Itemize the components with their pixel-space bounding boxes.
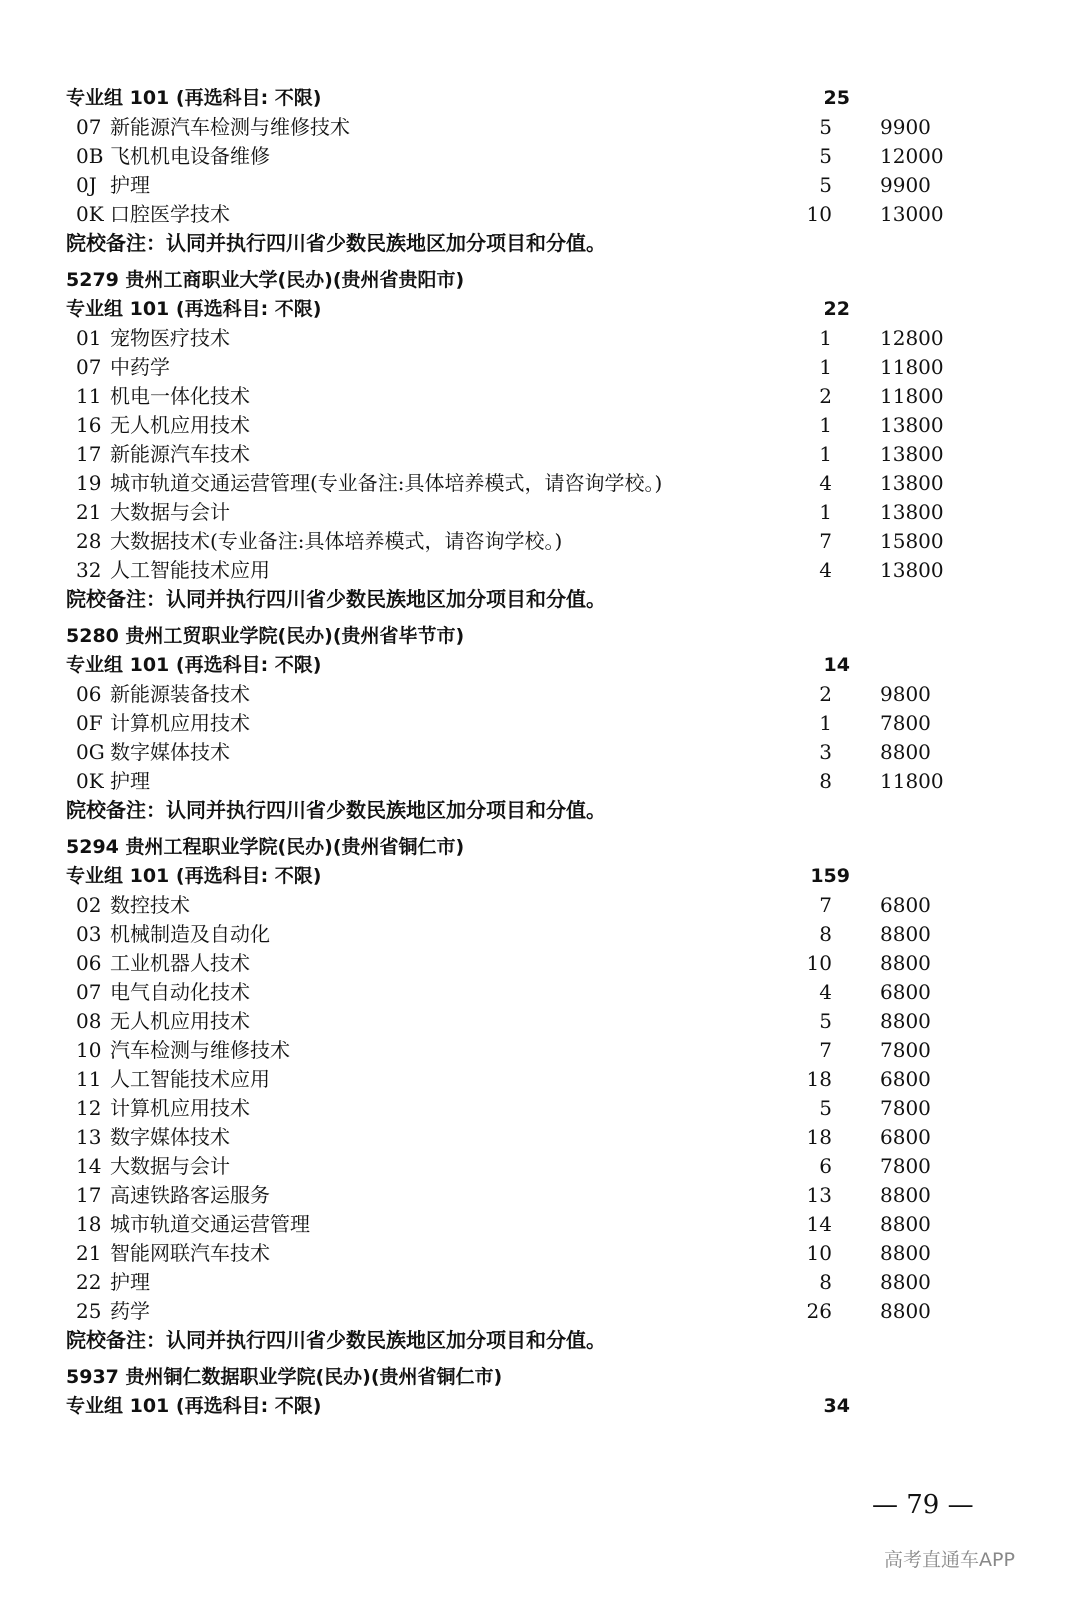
major-plan-count: 3 [819,740,832,764]
major-tuition: 9900 [880,115,931,139]
major-code: 07 [76,980,102,1004]
major-code: 16 [76,413,102,437]
major-tuition: 8800 [880,1183,931,1207]
major-code: 08 [76,1009,102,1033]
major-plan-count: 2 [819,384,832,408]
major-code: 01 [76,326,102,350]
major-row [0,1152,1080,1181]
major-row [0,1094,1080,1123]
major-row [0,949,1080,978]
major-tuition: 13800 [880,500,944,524]
major-name: 数字媒体技术 [110,740,230,764]
major-tuition: 8800 [880,922,931,946]
major-plan-count: 18 [806,1125,832,1149]
group-title: 专业组 101 (再选科目: 不限) [66,298,322,320]
major-name: 人工智能技术应用 [110,1067,270,1091]
group-plan-count: 22 [823,298,850,320]
major-name: 护理 [110,1270,150,1294]
major-name: 新能源汽车检测与维修技术 [110,115,350,139]
major-tuition: 7800 [880,1154,931,1178]
major-plan-count: 8 [819,769,832,793]
major-plan-count: 1 [819,442,832,466]
school-note [0,1326,1080,1355]
major-row [0,1181,1080,1210]
major-row [0,382,1080,411]
major-name: 飞机机电设备维修 [110,144,270,168]
school-header [0,833,1080,862]
major-plan-count: 5 [819,1096,832,1120]
major-plan-count: 14 [806,1212,832,1236]
major-row [0,978,1080,1007]
major-name: 电气自动化技术 [110,980,250,1004]
major-code: 17 [76,1183,102,1207]
major-tuition: 13000 [880,202,944,226]
group-plan-count: 25 [823,87,850,109]
major-row [0,556,1080,585]
major-code: 11 [76,1067,102,1091]
major-row [0,142,1080,171]
major-plan-count: 4 [819,471,832,495]
major-tuition: 7800 [880,711,931,735]
major-row [0,200,1080,229]
major-name: 人工智能技术应用 [110,558,270,582]
major-row [0,411,1080,440]
major-name: 口腔医学技术 [110,202,230,226]
major-name: 数控技术 [110,893,190,917]
major-tuition: 7800 [880,1096,931,1120]
major-row [0,113,1080,142]
school-note-text: 院校备注：认同并执行四川省少数民族地区加分项目和分值。 [66,1328,606,1352]
major-plan-count: 26 [806,1299,832,1323]
major-code: 07 [76,115,102,139]
major-tuition: 6800 [880,893,931,917]
major-row [0,1268,1080,1297]
major-row [0,440,1080,469]
major-name: 大数据与会计 [110,500,230,524]
major-group-row [0,1392,1080,1421]
school-note-text: 院校备注：认同并执行四川省少数民族地区加分项目和分值。 [66,798,606,822]
major-tuition: 8800 [880,1241,931,1265]
major-tuition: 8800 [880,951,931,975]
major-code: 28 [76,529,102,553]
major-tuition: 13800 [880,442,944,466]
major-name: 数字媒体技术 [110,1125,230,1149]
major-code: 21 [76,1241,102,1265]
group-title: 专业组 101 (再选科目: 不限) [66,865,322,887]
major-code: 0J [76,173,97,197]
major-row [0,171,1080,200]
major-name: 工业机器人技术 [110,951,250,975]
major-tuition: 6800 [880,1067,931,1091]
school-note [0,796,1080,825]
major-tuition: 12000 [880,144,944,168]
major-name: 汽车检测与维修技术 [110,1038,290,1062]
major-row [0,1239,1080,1268]
major-code: 0K [76,202,104,226]
major-tuition: 8800 [880,740,931,764]
major-name: 新能源汽车技术 [110,442,250,466]
major-code: 06 [76,682,102,706]
major-tuition: 8800 [880,1270,931,1294]
major-name: 无人机应用技术 [110,413,250,437]
major-name: 大数据与会计 [110,1154,230,1178]
major-name: 城市轨道交通运营管理 [110,1212,310,1236]
major-row [0,709,1080,738]
major-tuition: 6800 [880,1125,931,1149]
major-plan-count: 10 [806,202,832,226]
group-plan-count: 14 [823,654,850,676]
school-title: 5279 贵州工商职业大学(民办)(贵州省贵阳市) [66,269,465,291]
major-row [0,1210,1080,1239]
major-tuition: 15800 [880,529,944,553]
major-code: 12 [76,1096,102,1120]
major-tuition: 8800 [880,1009,931,1033]
major-tuition: 8800 [880,1212,931,1236]
major-plan-count: 2 [819,682,832,706]
major-plan-count: 1 [819,711,832,735]
major-tuition: 7800 [880,1038,931,1062]
major-name: 智能网联汽车技术 [110,1241,270,1265]
school-note [0,585,1080,614]
major-code: 0F [76,711,103,735]
major-code: 13 [76,1125,102,1149]
major-code: 11 [76,384,102,408]
major-row [0,498,1080,527]
major-row [0,891,1080,920]
major-row [0,1123,1080,1152]
major-code: 17 [76,442,102,466]
major-row [0,1065,1080,1094]
major-name: 计算机应用技术 [110,711,250,735]
major-plan-count: 1 [819,500,832,524]
school-note-text: 院校备注：认同并执行四川省少数民族地区加分项目和分值。 [66,231,606,255]
major-code: 14 [76,1154,102,1178]
major-name: 计算机应用技术 [110,1096,250,1120]
major-name: 中药学 [110,355,170,379]
major-name: 大数据技术(专业备注:具体培养模式，请咨询学校。) [110,529,563,553]
major-code: 02 [76,893,102,917]
major-plan-count: 5 [819,1009,832,1033]
major-plan-count: 7 [819,893,832,917]
watermark: 高考直通车APP [884,1549,1015,1571]
major-tuition: 11800 [880,355,944,379]
major-tuition: 6800 [880,980,931,1004]
school-header [0,622,1080,651]
major-plan-count: 1 [819,355,832,379]
major-code: 32 [76,558,102,582]
major-plan-count: 8 [819,922,832,946]
major-name: 护理 [110,769,150,793]
group-plan-count: 159 [810,865,850,887]
admission-plan-document [0,84,1080,1421]
major-code: 0G [76,740,105,764]
major-plan-count: 6 [819,1154,832,1178]
major-tuition: 9800 [880,682,931,706]
major-plan-count: 18 [806,1067,832,1091]
major-row [0,920,1080,949]
major-plan-count: 7 [819,1038,832,1062]
school-title: 5937 贵州铜仁数据职业学院(民办)(贵州省铜仁市) [66,1366,503,1388]
major-tuition: 12800 [880,326,944,350]
major-code: 10 [76,1038,102,1062]
major-plan-count: 5 [819,115,832,139]
major-tuition: 11800 [880,384,944,408]
major-plan-count: 1 [819,413,832,437]
school-title: 5280 贵州工贸职业学院(民办)(贵州省毕节市) [66,625,465,647]
major-name: 城市轨道交通运营管理(专业备注:具体培养模式，请咨询学校。) [110,471,663,495]
group-plan-count: 34 [823,1395,850,1417]
major-name: 机电一体化技术 [110,384,250,408]
school-note [0,229,1080,258]
major-plan-count: 5 [819,144,832,168]
major-row [0,324,1080,353]
major-group-row [0,295,1080,324]
school-header [0,266,1080,295]
major-code: 0B [76,144,104,168]
major-row [0,469,1080,498]
major-plan-count: 13 [806,1183,832,1207]
major-tuition: 8800 [880,1299,931,1323]
major-group-row [0,862,1080,891]
major-name: 高速铁路客运服务 [110,1183,270,1207]
major-row [0,767,1080,796]
major-code: 19 [76,471,102,495]
major-plan-count: 4 [819,558,832,582]
major-name: 无人机应用技术 [110,1009,250,1033]
major-tuition: 13800 [880,413,944,437]
major-name: 宠物医疗技术 [110,326,230,350]
major-code: 25 [76,1299,102,1323]
school-title: 5294 贵州工程职业学院(民办)(贵州省铜仁市) [66,836,465,858]
major-code: 07 [76,355,102,379]
major-plan-count: 10 [806,951,832,975]
group-title: 专业组 101 (再选科目: 不限) [66,654,322,676]
school-header [0,1363,1080,1392]
major-row [0,1007,1080,1036]
major-name: 机械制造及自动化 [110,922,270,946]
major-group-row [0,84,1080,113]
major-name: 新能源装备技术 [110,682,250,706]
major-name: 护理 [110,173,150,197]
major-code: 22 [76,1270,102,1294]
major-code: 21 [76,500,102,524]
major-plan-count: 7 [819,529,832,553]
page-number: — 79 — [872,1490,974,1520]
major-row [0,527,1080,556]
major-row [0,353,1080,382]
major-row [0,738,1080,767]
major-tuition: 13800 [880,558,944,582]
major-row [0,1036,1080,1065]
major-row [0,1297,1080,1326]
major-plan-count: 10 [806,1241,832,1265]
major-plan-count: 4 [819,980,832,1004]
major-tuition: 9900 [880,173,931,197]
major-name: 药学 [110,1299,150,1323]
major-group-row [0,651,1080,680]
major-code: 03 [76,922,102,946]
major-tuition: 13800 [880,471,944,495]
group-title: 专业组 101 (再选科目: 不限) [66,1395,322,1417]
major-code: 0K [76,769,104,793]
major-row [0,680,1080,709]
major-plan-count: 8 [819,1270,832,1294]
major-code: 18 [76,1212,102,1236]
major-code: 06 [76,951,102,975]
school-note-text: 院校备注：认同并执行四川省少数民族地区加分项目和分值。 [66,587,606,611]
major-tuition: 11800 [880,769,944,793]
group-title: 专业组 101 (再选科目: 不限) [66,87,322,109]
major-plan-count: 1 [819,326,832,350]
major-plan-count: 5 [819,173,832,197]
